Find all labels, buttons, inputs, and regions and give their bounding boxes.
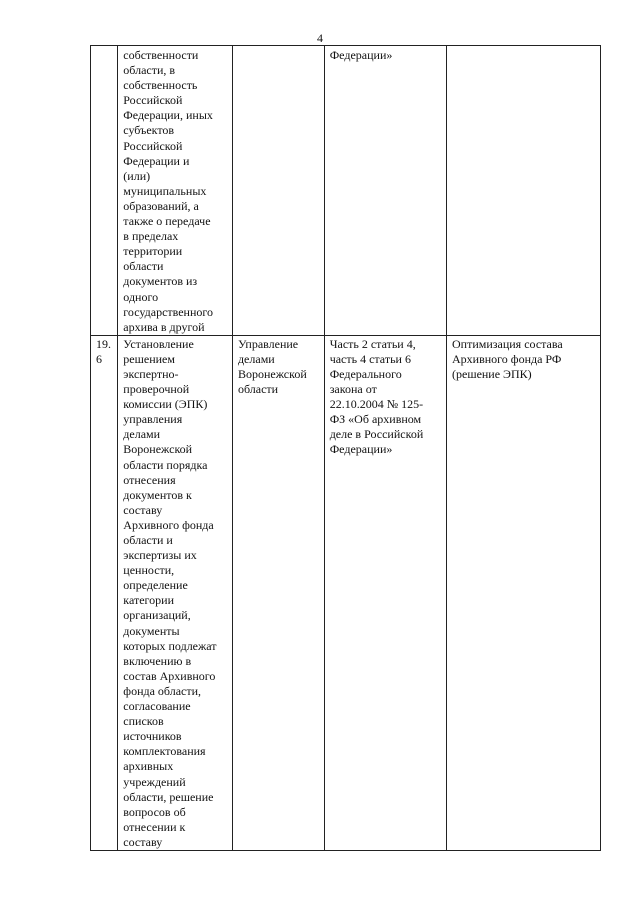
text-line: документы <box>123 623 180 638</box>
description-cell <box>118 46 233 336</box>
table-row <box>91 335 601 850</box>
text-line: Воронежской <box>237 366 307 381</box>
text-line: списков <box>123 714 164 729</box>
text-line: архива в другой <box>123 319 205 334</box>
text-line: определение <box>123 578 188 593</box>
text-line: Федерации, иных <box>123 108 213 123</box>
text-line: включению в <box>123 653 192 668</box>
description-cell <box>118 335 233 850</box>
text-line: Воронежской <box>123 442 193 457</box>
table-row <box>91 46 601 336</box>
text-line: составу <box>123 502 163 517</box>
text-line: Российской <box>123 93 183 108</box>
text-line: комиссии (ЭПК) <box>123 397 208 412</box>
text-line: делами <box>237 351 275 366</box>
text-line: составу <box>123 834 163 849</box>
text-line: которых подлежат <box>123 638 217 653</box>
legal-basis-cell <box>324 46 446 336</box>
text-line: также о передаче <box>123 214 211 229</box>
text-line: согласование <box>123 699 191 714</box>
text-line: экспертно- <box>123 366 179 381</box>
text-line: области порядка <box>123 457 208 472</box>
text-line: Архивного фонда РФ <box>452 351 562 366</box>
text-line: категории <box>123 593 174 608</box>
text-line: (или) <box>123 168 151 183</box>
row-number-cell <box>91 46 118 336</box>
text-line: образований, а <box>123 198 199 213</box>
text-line: деле в Российской <box>329 427 424 442</box>
text-line: архивных <box>123 759 174 774</box>
text-line: Российской <box>123 138 183 153</box>
text-line: территории <box>123 244 183 259</box>
text-line: 22.10.2004 № 125- <box>329 397 424 412</box>
text-line: в пределах <box>123 229 179 244</box>
text-line: одного <box>123 289 159 304</box>
text-line: решением <box>123 351 175 366</box>
text-line: субъектов <box>123 123 175 138</box>
text-line: собственности <box>123 48 199 62</box>
row-number-cell: 19.6 <box>91 335 118 850</box>
text-line: экспертизы их <box>123 548 197 563</box>
text-line: Часть 2 статьи 4, <box>329 336 416 351</box>
text-line: собственность <box>123 78 198 93</box>
text-line: фонда области, <box>123 683 202 698</box>
regulation-table <box>90 45 601 851</box>
text-line: ФЗ «Об архивном <box>329 412 422 427</box>
text-line: закона от <box>329 382 377 397</box>
legal-basis-cell <box>324 335 446 850</box>
text-line: источников <box>123 729 182 744</box>
text-line: документов из <box>123 274 198 289</box>
text-line: проверочной <box>123 382 190 397</box>
text-line: часть 4 статьи 6 <box>329 351 411 366</box>
page-number: 4 <box>317 31 323 45</box>
text-line: Оптимизация состава <box>452 336 563 351</box>
text-line: государственного <box>123 304 214 319</box>
text-line: области <box>123 259 164 274</box>
text-line: муниципальных <box>123 183 207 198</box>
executor-cell <box>232 335 324 850</box>
text-line: области, в <box>123 63 176 78</box>
text-line: Федерации» <box>329 48 393 62</box>
text-line: комплектования <box>123 744 206 759</box>
text-line: Управление <box>237 336 299 351</box>
text-line: Установление <box>123 336 194 351</box>
text-line: делами <box>123 427 161 442</box>
text-line: (решение ЭПК) <box>452 366 532 381</box>
text-line: учреждений <box>123 774 186 789</box>
result-cell <box>447 335 601 850</box>
text-line: состав Архивного <box>123 668 216 683</box>
text-line: Архивного фонда <box>123 517 214 532</box>
text-line: Федерации и <box>123 153 190 168</box>
text-line: документов к <box>123 487 192 502</box>
text-line: вопросов об <box>123 804 186 819</box>
text-line: области и <box>123 533 173 547</box>
text-line: управления <box>123 412 183 427</box>
result-cell <box>447 46 601 336</box>
text-line: области, решение <box>123 789 214 804</box>
text-line: отнесения <box>123 472 176 487</box>
text-line: организаций, <box>123 608 191 623</box>
executor-cell <box>232 46 324 336</box>
text-line: области <box>237 382 279 397</box>
text-line: Федерации» <box>329 442 393 457</box>
text-line: Федерального <box>329 366 402 381</box>
text-line: отнесении к <box>123 819 186 834</box>
text-line: ценности, <box>123 563 175 578</box>
